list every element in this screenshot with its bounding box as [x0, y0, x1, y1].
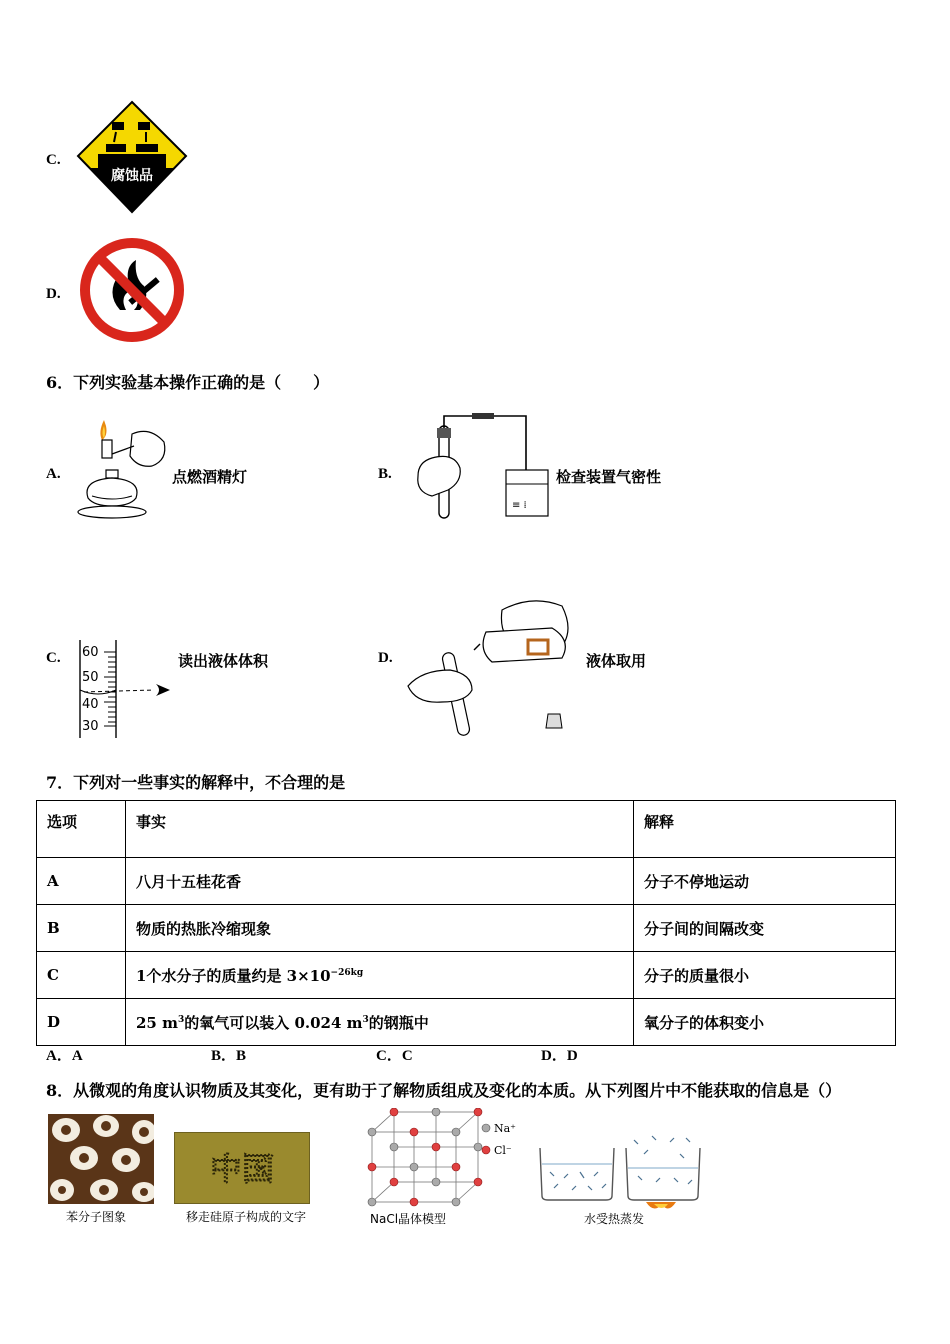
- row-a-option: A: [37, 858, 126, 905]
- q8-image-2-caption: 移走硅原子构成的文字: [186, 1210, 307, 1224]
- q8-stem: 8．从微观的角度认识物质及其变化，更有助于了解物质组成及变化的本质。从下列图片中不能获取的信息是（）: [46, 1081, 842, 1100]
- q7-stem: 7．下列对一些事实的解释中，不合理的是: [46, 773, 346, 792]
- q7-table: [36, 800, 896, 1046]
- q6-option-c-label: C.: [46, 650, 61, 666]
- cylinder-tick-50: 50: [82, 670, 99, 685]
- svg-text:≡ ⁞: ≡ ⁞: [512, 500, 527, 511]
- q8-image-3-caption: NaCl晶体模型: [370, 1212, 447, 1226]
- row-d-fact-part2: 的氧气可以装入 0.024 m: [184, 1013, 363, 1032]
- table-row: [37, 905, 896, 952]
- table-header-row: [37, 801, 896, 858]
- row-b-option: B: [37, 905, 126, 952]
- atom-text: 中国: [209, 1150, 275, 1188]
- cylinder-tick-30: 30: [82, 719, 99, 734]
- header-fact: 事实: [126, 801, 634, 858]
- row-c-fact-text: 1个水分子的质量约是 3×10: [136, 966, 331, 985]
- q6-option-b-caption: 检查装置气密性: [556, 468, 662, 486]
- graduated-cylinder-illustration: [74, 640, 184, 740]
- row-d-fact: [126, 999, 634, 1046]
- row-c-option: C: [37, 952, 126, 999]
- row-c-exponent: −26kg: [330, 967, 364, 978]
- header-option: 选项: [37, 801, 126, 858]
- hazard-sign-text: 腐蚀品: [111, 168, 153, 184]
- q6-option-d-label: D.: [378, 650, 393, 666]
- answer-b[interactable]: B．B: [211, 1048, 247, 1064]
- answer-c[interactable]: C．C: [376, 1048, 413, 1064]
- row-a-explain: 分子不停地运动: [634, 858, 896, 905]
- q6-option-a-caption: 点燃酒精灯: [172, 468, 248, 486]
- corrosive-hazard-sign: [76, 100, 188, 214]
- legend-na: Na⁺: [494, 1122, 516, 1135]
- row-b-explain: 分子间的间隔改变: [634, 905, 896, 952]
- q8-image-4-caption: 水受热蒸发: [584, 1212, 645, 1226]
- legend-cl: Cl⁻: [494, 1144, 512, 1157]
- table-row: [37, 952, 896, 999]
- no-fire-sign: [78, 236, 186, 344]
- table-row: [37, 999, 896, 1046]
- row-c-explain: 分子的质量很小: [634, 952, 896, 999]
- cylinder-tick-60: 60: [82, 645, 99, 660]
- table-row: [37, 858, 896, 905]
- alcohol-lamp-illustration: [72, 414, 172, 520]
- row-d-option: D: [37, 999, 126, 1046]
- row-b-fact: 物质的热胀冷缩现象: [126, 905, 634, 952]
- q5-option-d-label: D.: [46, 286, 61, 302]
- header-explain: 解释: [634, 801, 896, 858]
- q6-stem: 6．下列实验基本操作正确的是（ ）: [46, 373, 330, 392]
- airtightness-check-illustration: [402, 412, 552, 522]
- silicon-atom-text-image: [174, 1132, 310, 1204]
- q6-option-a-label: A.: [46, 466, 61, 482]
- row-d-explain: 氧分子的体积变小: [634, 999, 896, 1046]
- water-evaporation-image: [534, 1134, 712, 1214]
- benzene-molecule-image: [48, 1114, 154, 1204]
- q6-option-d-caption: 液体取用: [586, 652, 647, 670]
- q5-option-c-label: C.: [46, 152, 61, 168]
- q7-answer-options: [46, 1044, 706, 1065]
- row-c-fact: [126, 952, 634, 999]
- answer-a[interactable]: A．A: [46, 1048, 83, 1064]
- row-a-fact: 八月十五桂花香: [126, 858, 634, 905]
- nacl-crystal-model-image: [360, 1108, 520, 1208]
- q8-image-1-caption: 苯分子图象: [66, 1210, 127, 1224]
- q6-option-b-label: B.: [378, 466, 392, 482]
- liquid-pouring-illustration: [402, 590, 582, 740]
- row-d-fact-part3: 的钢瓶中: [368, 1013, 429, 1032]
- cylinder-tick-40: 40: [82, 697, 99, 712]
- answer-d[interactable]: D．D: [541, 1048, 578, 1064]
- q6-option-c-caption: 读出液体体积: [178, 652, 269, 670]
- row-d-sup2: 3: [362, 1014, 369, 1025]
- row-d-sup1: 3: [177, 1014, 185, 1025]
- row-d-fact-part1: 25 m: [136, 1013, 178, 1032]
